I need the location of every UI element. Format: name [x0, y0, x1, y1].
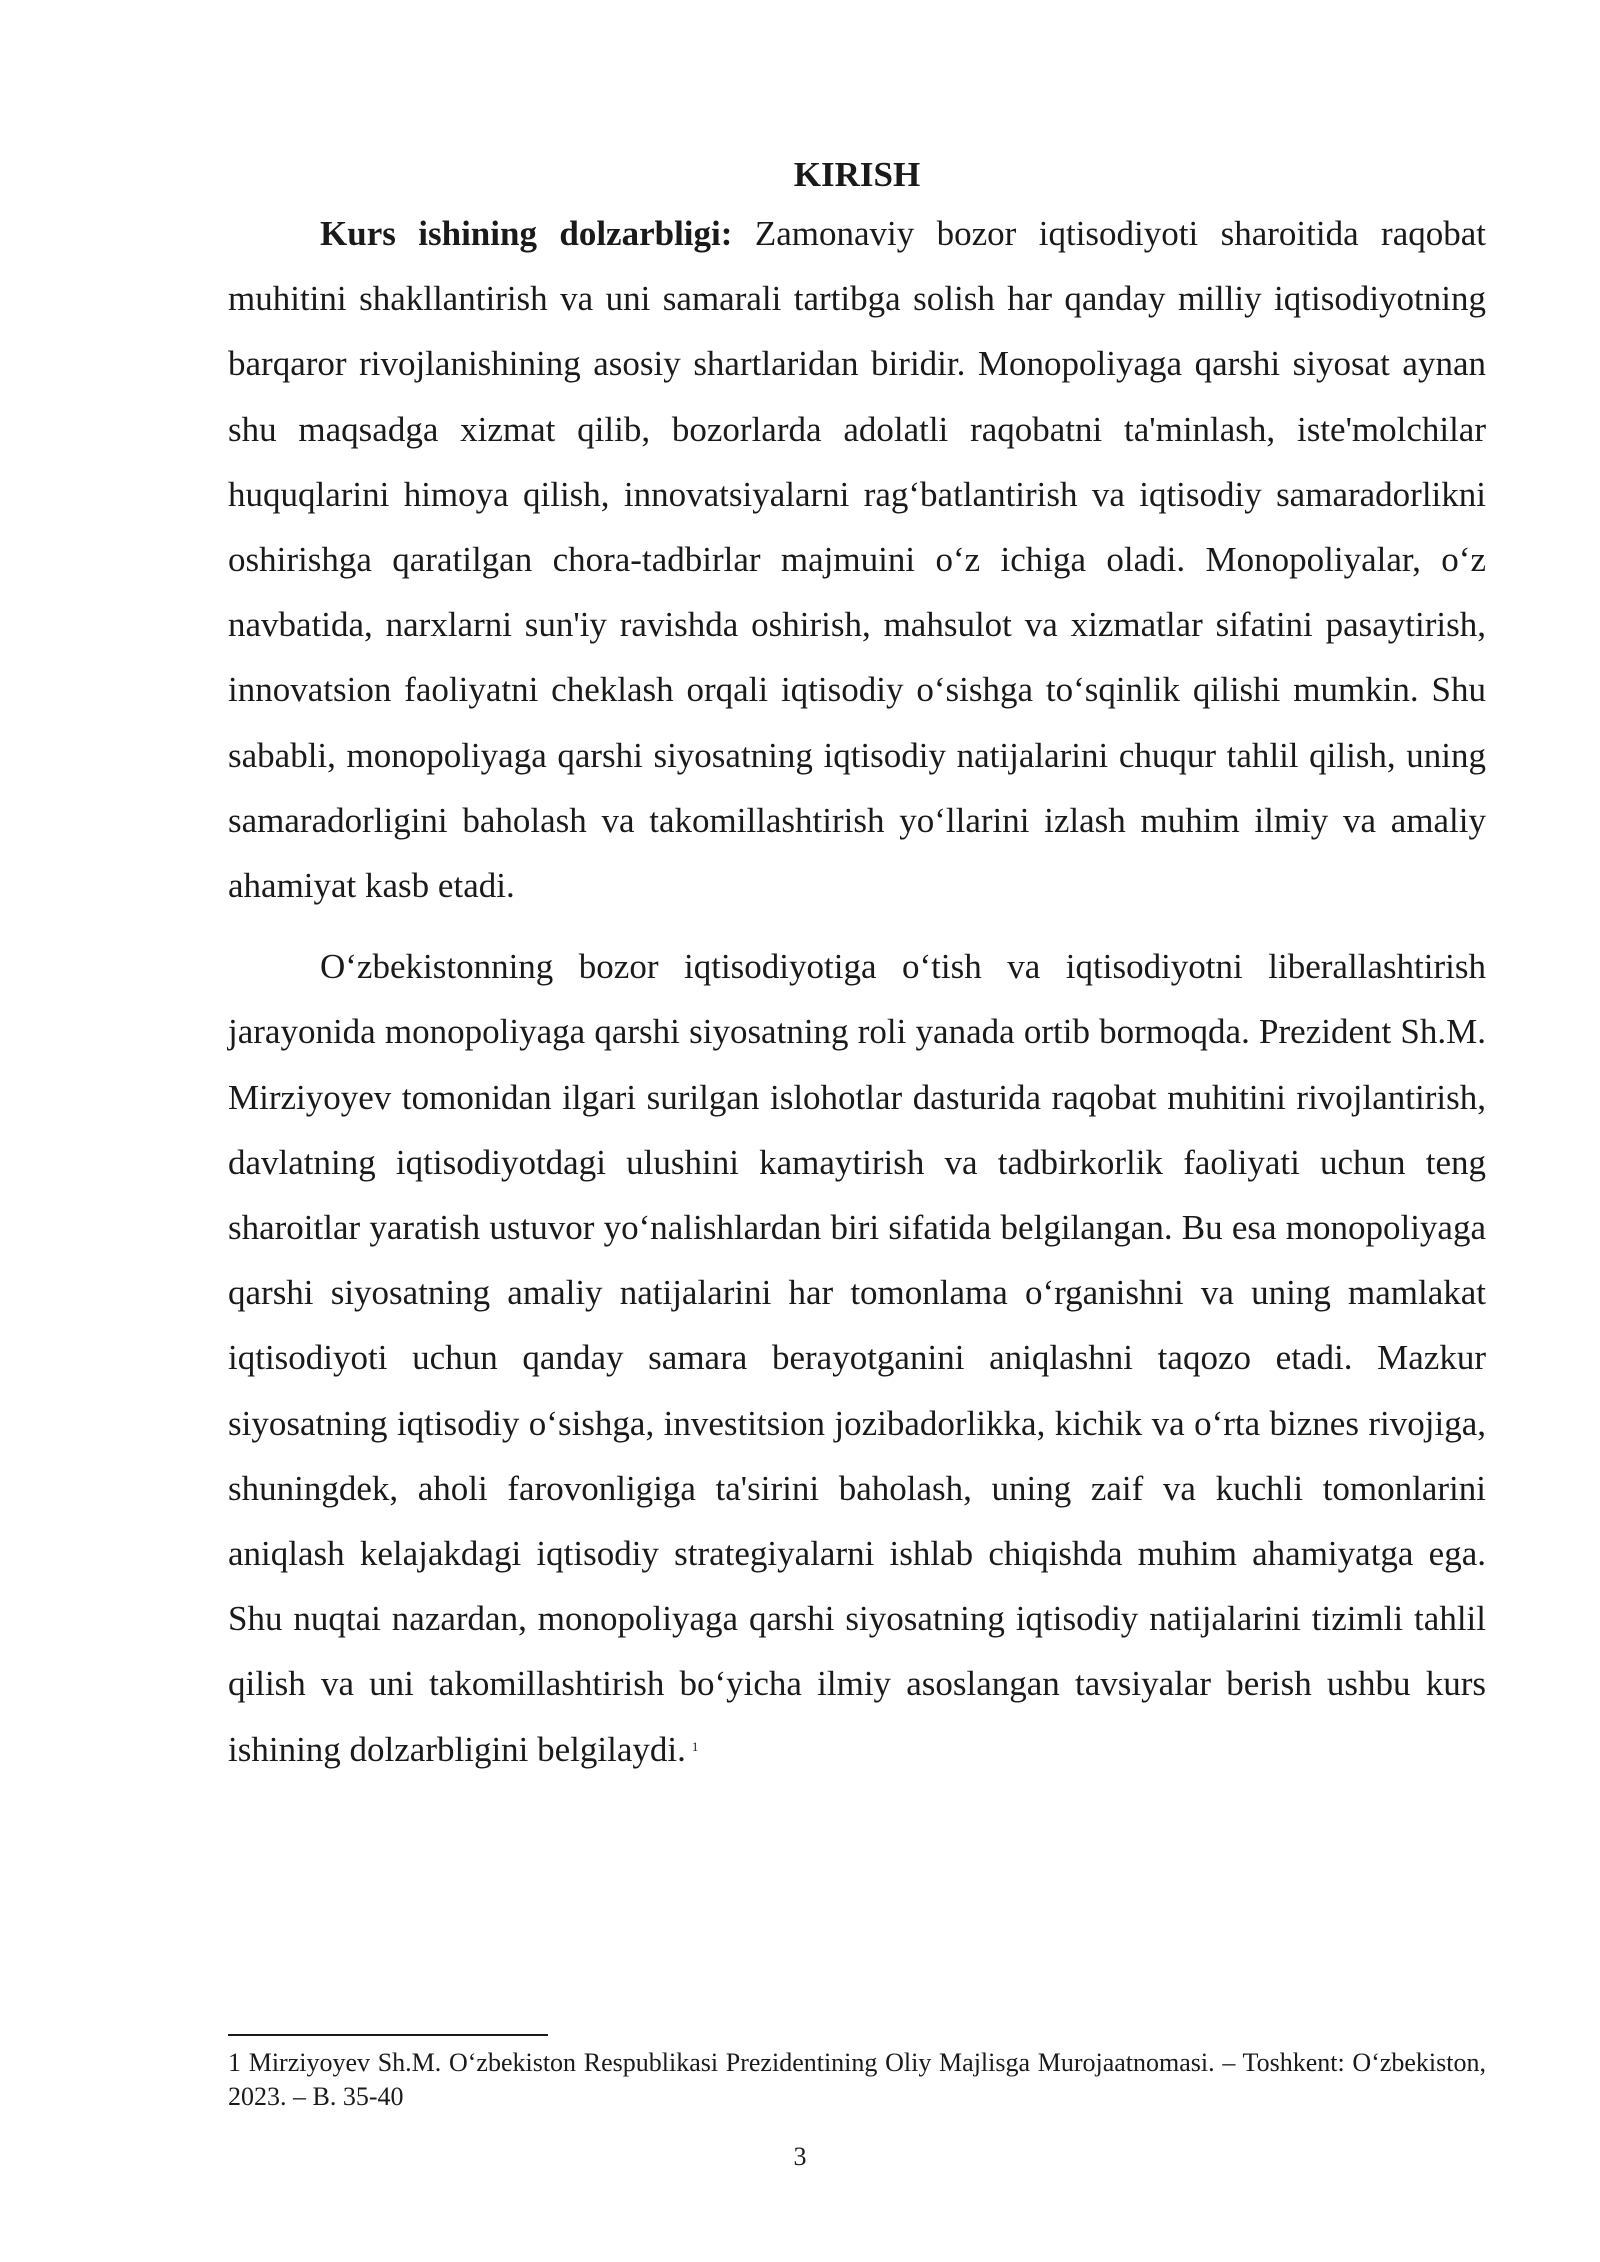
footnote-reference[interactable]: 1 [691, 1738, 699, 1754]
footnote-separator [228, 2034, 548, 2036]
footnote-text: Mirziyoyev Sh.M. O‘zbekiston Respublikasi Prezidentining Oliy Majlisga Murojaatnomasi. – Toshkent: O‘zbekiston, 2023. – B. 35-40 [228, 2048, 1486, 2111]
paragraph-text: Zamonaviy bozor iqtisodiyoti sharoitida raqobat muhitini shakllantirish va uni samarali tartibga solish har qanday milliy iqtisodiyotning barqaror rivojlanishining asosiy shartlaridan biridir. Monopoliyaga qarshi siyosat aynan shu maqsadga xizmat qilib, bozorlarda adolatli raqobatni ta'minlash, iste'molchilar huquqlarini himoya qilish, innovatsiyalarni rag‘batlantirish va iqtisodiy samaradorlikni oshirishga qaratilgan chora-tadbirlar majmuini o‘z ichiga oladi. Monopoliyalar, o‘z navbatida, narxlarni sun'iy ravishda oshirish, mahsulot va xizmatlar sifatini pasaytirish, innovatsion faoliyatni cheklash orqali iqtisodiy o‘sishga to‘sqinlik qilishi mumkin. Shu sababli, monopoliyaga qarshi siyosatning iqtisodiy natijalarini chuqur tahlil qilish, uning samaradorligini baholash va takomillashtirish yo‘llarini izlash muhim ilmiy va amaliy ahamiyat kasb etadi. [228, 214, 1486, 906]
section-heading: KIRISH [793, 155, 921, 194]
page-number: 3 [793, 2142, 807, 2171]
footnote [228, 2046, 1486, 2114]
paragraph-uzbekistan [228, 934, 1486, 1782]
paragraph-lead: Kurs ishining dolzarbligi: [320, 214, 733, 253]
paragraph-text: O‘zbekistonning bozor iqtisodiyotiga o‘tish va iqtisodiyotni liberallashtirish jarayonida monopoliyaga qarshi siyosatning roli yanada ortib bormoqda. Prezident Sh.M. Mirziyoyev tomonidan ilgari surilgan islohotlar dasturida raqobat muhitini rivojlantirish, davlatning iqtisodiyotdagi ulushini kamaytirish va tadbirkorlik faoliyati uchun teng sharoitlar yaratish ustuvor yo‘nalishlardan biri sifatida belgilangan. Bu esa monopoliyaga qarshi siyosatning amaliy natijalarini har tomonlama o‘rganishni va uning mamlakat iqtisodiyoti uchun qanday samara berayotganini aniqlashni taqozo etadi. Mazkur siyosatning iqtisodiy o‘sishga, investitsion jozibadorlikka, kichik va o‘rta biznes rivojiga, shuningdek, aholi farovonligiga ta'sirini baholash, uning zaif va kuchli tomonlarini aniqlash kelajakdagi iqtisodiy strategiyalarni ishlab chiqishda muhim ahamiyatga ega. Shu nuqtai nazardan, monopoliyaga qarshi siyosatning iqtisodiy natijalarini tizimli tahlil qilish va uni takomillashtirish bo‘yicha ilmiy asoslangan tavsiyalar berish ushbu kurs ishining dolzarbligini belgilaydi. [228, 947, 1486, 1769]
main-content [228, 152, 1486, 1782]
paragraph-relevance [228, 201, 1486, 918]
footnote-number: 1 [228, 2048, 241, 2077]
